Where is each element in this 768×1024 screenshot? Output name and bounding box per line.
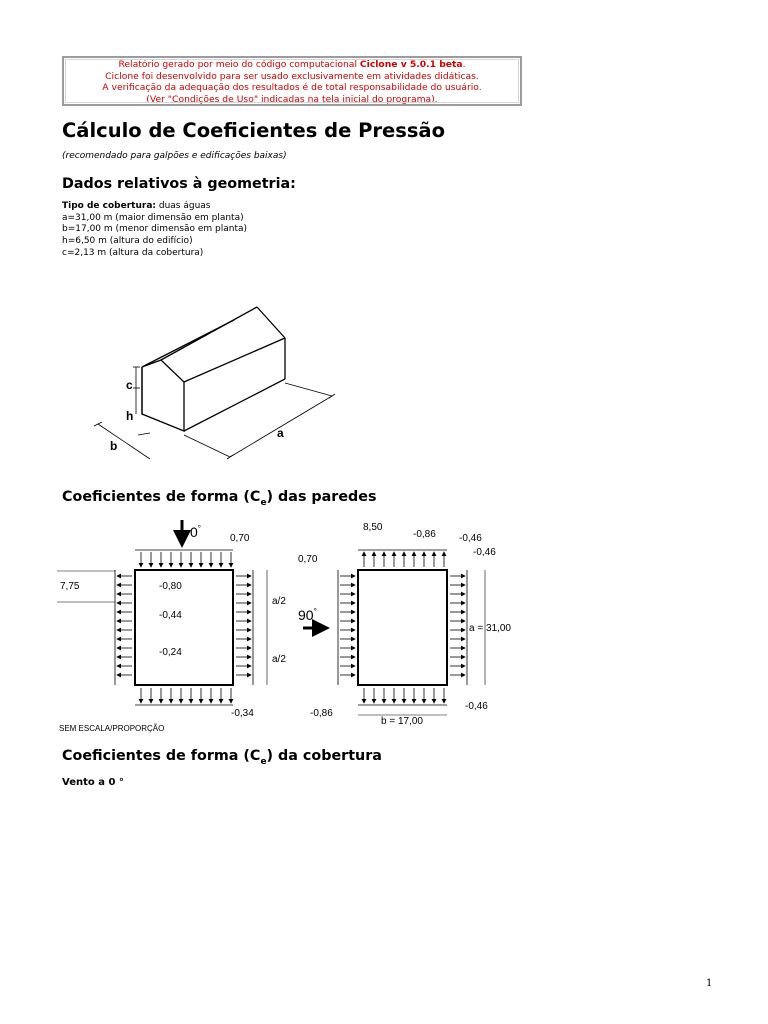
page-number: 1	[706, 978, 713, 989]
coef-0-v1: -0,80	[159, 581, 182, 592]
roof-heading: Coeficientes de forma $(C_e)$ da cobertura	[62, 748, 382, 767]
house-label-a: a	[277, 426, 284, 440]
house-label-h: h	[126, 409, 134, 423]
dimension-h: h=6,50 m (altura do edifício)	[62, 236, 193, 247]
banner-line-1: Relatório gerado por meio do código computacional Ciclone v 5.0.1 beta.	[118, 59, 466, 70]
scale-note: SEM ESCALA/PROPORÇÃO	[59, 724, 165, 733]
banner-line-2: Ciclone foi desenvolvido para ser usado exclusivamente em atividades didáticas.	[105, 70, 479, 82]
coef-90-bottom-right: -0,46	[465, 701, 488, 712]
roof-type-line: Tipo de cobertura: duas águas	[62, 201, 211, 211]
coef-0-top: 0,70	[230, 533, 250, 544]
dimension-c: c=2,13 m (altura da cobertura)	[62, 247, 204, 258]
coef-0-v3: -0,24	[159, 647, 182, 658]
dimension-b: b=17,00 m (menor dimensão em planta)	[62, 224, 248, 235]
coef-90-top: -0,86	[413, 529, 436, 540]
geometry-data	[62, 201, 247, 260]
house-label-b: b	[110, 439, 118, 453]
wind-angle-0: 0°	[190, 524, 201, 540]
banner-line-3: A verificação da adequação dos resultados é de total responsabilidade do usuário.	[102, 82, 482, 94]
coef-0-bottom: -0,34	[231, 708, 254, 719]
dim-8-50: 8,50	[363, 522, 383, 533]
banner-line-4: (Ver "Condições de Uso" indicadas na tela inicial do programa).	[146, 93, 438, 105]
house-label-c: c	[126, 378, 133, 392]
coef-0-v2: -0,44	[159, 610, 182, 621]
page-title: Cálculo de Coeficientes de Pressão	[62, 119, 445, 142]
dim-half-1: a/2	[272, 596, 286, 607]
walls-heading: Coeficientes de forma $(C_e)$ das paredes	[62, 489, 377, 508]
wind-direction-label: Vento a 0 °	[62, 777, 124, 788]
geometry-heading: Dados relativos à geometria:	[62, 176, 296, 192]
dim-b-17: b = 17,00	[381, 716, 423, 727]
dim-a-31: a = 31,00	[469, 623, 511, 634]
wind-angle-90: 90°	[298, 607, 317, 623]
wall-coefficients-figure	[55, 515, 545, 737]
building-isometric-figure	[80, 300, 350, 465]
page-subtitle: (recomendado para galpões e edificações baixas)	[62, 151, 287, 161]
dim-half-2: a/2	[272, 654, 286, 665]
coef-90-bottom-left: -0,86	[310, 708, 333, 719]
coef-90-right-2: -0,46	[473, 547, 496, 558]
coef-90-right-1: -0,46	[459, 533, 482, 544]
dim-7-75: 7,75	[60, 581, 80, 592]
coef-90-left: 0,70	[298, 554, 318, 565]
dimension-a: a=31,00 m (maior dimensão em planta)	[62, 212, 244, 223]
disclaimer-banner	[62, 56, 522, 106]
